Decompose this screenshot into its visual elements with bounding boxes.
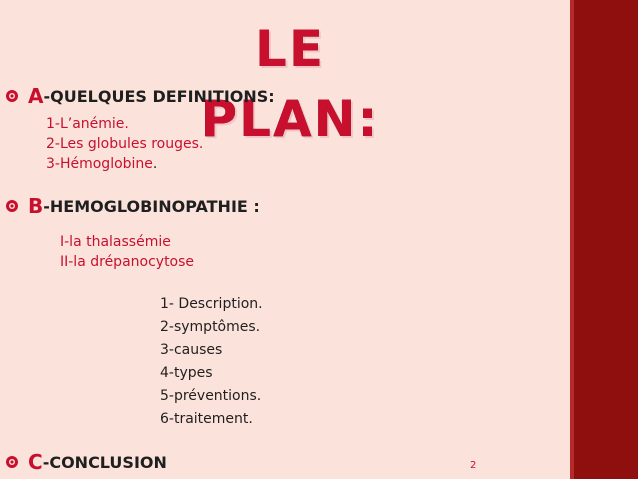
list-item: I-la thalassémie — [60, 234, 171, 250]
sub-list-item: 6-traitement. — [160, 411, 253, 427]
section-heading: -QUELQUES DEFINITIONS: — [43, 86, 275, 106]
slide-title — [160, 14, 420, 148]
list-item: 1-L’anémie. — [46, 116, 129, 132]
sub-list-item: 5-préventions. — [160, 388, 262, 404]
section-letter: C — [28, 450, 43, 474]
section-letter: A — [28, 84, 44, 108]
sub-list-item: 4-types — [160, 365, 213, 381]
section-heading: -CONCLUSION — [42, 452, 167, 472]
section-c-heading — [6, 450, 167, 474]
sidebar-edge — [570, 0, 574, 479]
bullet-icon — [6, 456, 18, 468]
section-a-heading — [6, 84, 275, 108]
bullet-icon — [6, 90, 18, 102]
list-item: II-la drépanocytose — [60, 254, 195, 270]
list-item-period: . — [152, 156, 158, 172]
section-heading: -HEMOGLOBINOPATHIE : — [43, 196, 260, 216]
section-b-heading — [6, 194, 260, 218]
section-letter: B — [28, 194, 44, 218]
sub-list-item: 2-symptômes. — [160, 319, 261, 335]
slide-title-text: LE PLAN: — [200, 20, 380, 148]
list-item-text: 3-Hémoglobine — [46, 156, 153, 172]
sub-list-item: 1- Description. — [160, 296, 263, 312]
bullet-icon — [6, 200, 18, 212]
list-item: 2-Les globules rouges. — [46, 136, 204, 152]
page-number: 2 — [470, 460, 477, 471]
sub-list-item: 3-causes — [160, 342, 223, 358]
list-item — [46, 156, 157, 172]
right-sidebar-band — [570, 0, 638, 479]
